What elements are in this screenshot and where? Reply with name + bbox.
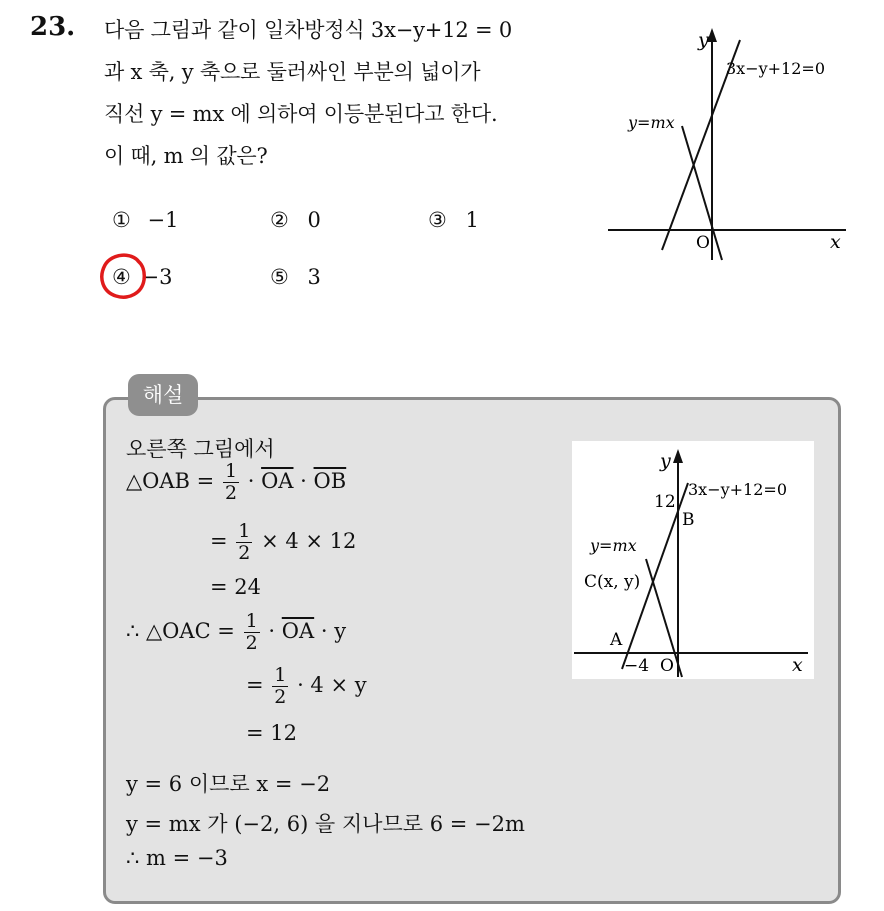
fraction-denominator: 2 <box>224 482 238 504</box>
origin-label: O <box>660 656 674 676</box>
choice-1-mark: ① <box>112 208 131 232</box>
equals-sign: = <box>210 529 228 553</box>
choice-3-mark: ③ <box>428 208 447 232</box>
origin-label: O <box>696 233 710 253</box>
solution-line-2-rest: × 4 × 12 <box>261 529 357 553</box>
choice-4-value: −3 <box>141 265 173 289</box>
solution-line-1-lhs: △OAB = <box>126 469 215 493</box>
point-a-label: A <box>610 630 623 650</box>
line2-label: y=mx <box>628 113 675 132</box>
point-c-label: C(x, y) <box>584 572 641 592</box>
choice-4-mark: ④ <box>112 265 131 289</box>
fraction-numerator: 1 <box>274 664 287 686</box>
fraction-denominator: 2 <box>245 632 258 654</box>
dot-operator: · <box>300 469 307 493</box>
solution-line-4-lhs: ∴ △OAC = <box>126 619 235 643</box>
choice-3-value: 1 <box>465 208 479 232</box>
segment-ob: $\overline{OB}$ <box>313 469 347 493</box>
x-axis-label: x <box>830 231 841 253</box>
choice-5[interactable] <box>270 265 321 289</box>
fraction-denominator: 2 <box>274 686 287 708</box>
solution-intro: 오른쪽 그림에서 <box>126 437 275 461</box>
segment-oa: $\overline{OA}$ <box>261 469 294 493</box>
fraction-half-4 <box>272 666 288 707</box>
solution-graph <box>572 441 814 679</box>
choice-5-value: 3 <box>307 265 321 289</box>
choice-5-mark: ⑤ <box>270 265 289 289</box>
dot-operator: · <box>268 619 276 643</box>
fraction-denominator: 2 <box>238 542 251 564</box>
solution-line-6: = 12 <box>246 721 297 745</box>
question-line-4: 이 때, m 의 값은? <box>104 144 268 168</box>
fraction-half-1 <box>223 462 239 503</box>
solution-line-5-rest: · 4 × y <box>297 673 367 697</box>
solution-line-9: ∴ m = −3 <box>126 846 228 870</box>
question-number: 23. <box>30 12 76 42</box>
y-axis-label: y <box>698 29 709 51</box>
fraction-half-2 <box>236 522 252 563</box>
line1-label: 3x−y+12=0 <box>688 480 787 499</box>
equals-sign: = <box>246 673 264 697</box>
solution-line-8: y = mx 가 (−2, 6) 을 지나므로 6 = −2m <box>126 812 525 836</box>
solution-line-5 <box>246 666 367 707</box>
question-line-3: 직선 y = mx 에 의하여 이등분된다고 한다. <box>104 102 498 126</box>
choice-1[interactable] <box>112 208 178 232</box>
choice-1-value: −1 <box>147 208 179 232</box>
choice-2-mark: ② <box>270 208 289 232</box>
graph-background <box>572 441 814 679</box>
fraction-numerator: 1 <box>224 460 238 482</box>
line1-label: 3x−y+12=0 <box>726 59 825 78</box>
selected-answer-circle-icon <box>98 250 150 302</box>
solution-line-4 <box>126 612 346 653</box>
x-axis-label: x <box>792 654 803 676</box>
fraction-half-3 <box>244 612 260 653</box>
point-b-label: B <box>682 510 695 530</box>
y-intercept-label: 12 <box>654 492 676 512</box>
x-intercept-label: −4 <box>624 656 650 676</box>
solution-line-1 <box>126 462 346 503</box>
solution-line-3: = 24 <box>210 575 261 599</box>
fraction-numerator: 1 <box>238 520 251 542</box>
segment-oa: $\overline{OA}$ <box>281 619 315 643</box>
choice-2-value: 0 <box>307 208 321 232</box>
question-line-1: 다음 그림과 같이 일차방정식 3x−y+12 = 0 <box>104 18 513 42</box>
solution-line-4-rest: · y <box>320 619 347 643</box>
question-graph <box>606 22 856 262</box>
fraction-numerator: 1 <box>245 610 258 632</box>
choice-2[interactable] <box>270 208 321 232</box>
line2-label: y=mx <box>590 536 637 555</box>
y-axis-label: y <box>660 450 671 472</box>
question-line-2: 과 x 축, y 축으로 둘러싸인 부분의 넓이가 <box>104 60 481 84</box>
solution-line-7: y = 6 이므로 x = −2 <box>126 772 331 796</box>
dot-operator: · <box>247 469 255 493</box>
solution-line-2 <box>210 522 356 563</box>
solution-badge: 해설 <box>128 374 198 416</box>
choice-3[interactable] <box>428 208 479 232</box>
